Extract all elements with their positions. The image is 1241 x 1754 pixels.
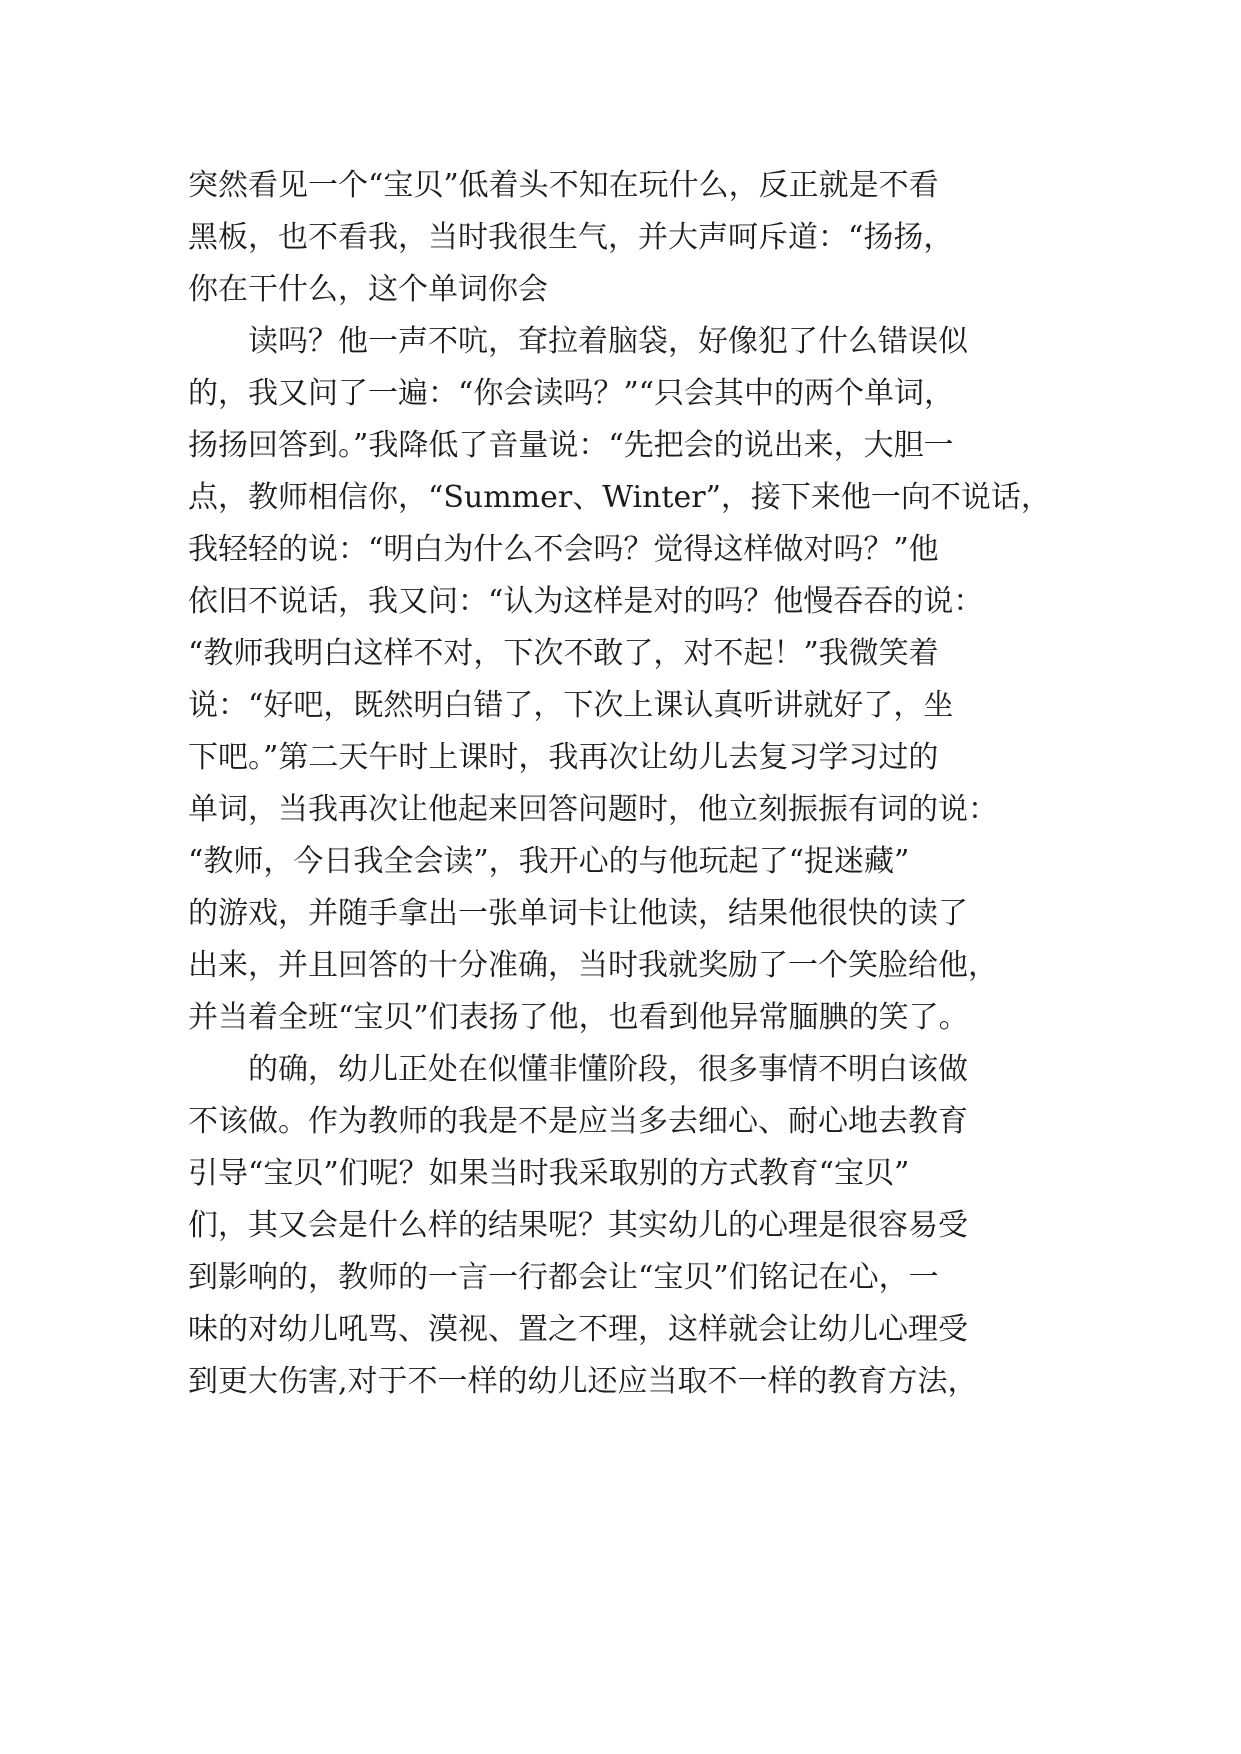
text-line: 的游戏，并随手拿出一张单词卡让他读，结果他很快的读了: [188, 896, 968, 931]
text-line: 到更大伤害,对于不一样的幼儿还应当取不一样的教育方法，: [188, 1364, 978, 1399]
text-line: 我轻轻的说：“明白为什么不会吗？觉得这样做对吗？”他: [188, 532, 939, 567]
text-line: 们，其又会是什么样的结果呢？其实幼儿的心理是很容易受: [188, 1208, 968, 1243]
text-line: 并当着全班“宝贝”们表扬了他，也看到他异常腼腆的笑了。: [188, 1000, 969, 1035]
text-line: “教师，今日我全会读”，我开心的与他玩起了“捉迷藏”: [188, 844, 910, 879]
paragraph-start-line: 读吗？他一声不吭，耷拉着脑袋，好像犯了什么错误似: [248, 324, 968, 359]
text-line: 到影响的，教师的一言一行都会让“宝贝”们铭记在心，一: [188, 1260, 939, 1295]
text-line: 味的对幼儿吼骂、漠视、置之不理，这样就会让幼儿心理受: [188, 1312, 968, 1347]
text-line: 说：“好吧，既然明白错了，下次上课认真听讲就好了，坐: [188, 688, 954, 723]
text-line: 的，我又问了一遍：“你会读吗？”“只会其中的两个单词，: [188, 376, 955, 411]
text-line: 扬扬回答到。”我降低了音量说：“先把会的说出来，大胆一: [188, 428, 954, 463]
text-line: 不该做。作为教师的我是不是应当多去细心、耐心地去教育: [188, 1104, 968, 1139]
text-line: 出来，并且回答的十分准确，当时我就奖励了一个笑脸给他，: [188, 948, 998, 983]
text-line: 黑板，也不看我，当时我很生气，并大声呵斥道：“扬扬，: [188, 220, 954, 255]
body-text: [188, 160, 1088, 1408]
paragraph-start-line: 的确，幼儿正处在似懂非懂阶段，很多事情不明白该做: [248, 1052, 968, 1087]
text-line: 单词，当我再次让他起来回答问题时，他立刻振振有词的说：: [188, 792, 998, 827]
text-line: 点，教师相信你，“Summer、Winter”，接下来他一向不说话，: [188, 480, 1051, 515]
text-line: 突然看见一个“宝贝”低着头不知在玩什么，反正就是不看: [188, 168, 939, 203]
text-line: 依旧不说话，我又问：“认为这样是对的吗？他慢吞吞的说：: [188, 584, 984, 619]
text-line: 下吧。”第二天午时上课时，我再次让幼儿去复习学习过的: [188, 740, 939, 775]
text-line: “教师我明白这样不对，下次不敢了，对不起！”我微笑着: [188, 636, 939, 671]
text-line: 引导“宝贝”们呢？如果当时我采取别的方式教育“宝贝”: [188, 1156, 910, 1191]
text-line: 你在干什么，这个单词你会: [188, 272, 548, 307]
